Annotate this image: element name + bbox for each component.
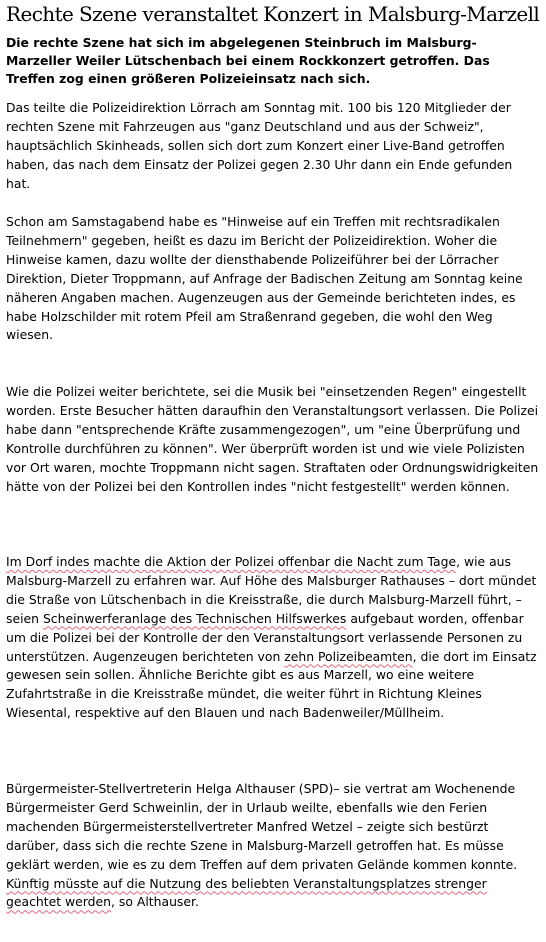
article-title: Rechte Szene veranstaltet Konzert in Malsburg-Marzell — [6, 2, 540, 26]
highlighted-phrase: Künftig müsste auf die Nutzung des beliebten Veranstaltungsplatzes strenger geachtet werden — [6, 875, 487, 910]
paragraph-text: , wie aus Malsburg-Marzell zu erfahren war. Auf Höhe des Malsburger Rathauses – dort mündet die Straße von Lütschenbach in die Kreisstraße, die durch Malsburg-Marzell führt, – seien — [6, 554, 537, 626]
paragraph-text: Bürgermeister-Stellvertreterin Helga Althauser (SPD)– sie vertrat am Wochenende Bürgermeister Gerd Schweinlin, der in Urlaub weilte, ebenfalls wie den Ferien machenden Bürgermeisterstellvertreter Manfred Wetzel – zeigte sich bestürzt darüber, dass sich die rechte Szene in Malsburg-Marzell getroffen hat. Es müsse geklärt werden, wie es zu dem Treffen auf dem privaten Gelände kommen konnte. — [6, 781, 518, 872]
highlighted-phrase: Scheinwerferanlage des Technischen Hilfswerkes — [42, 610, 347, 626]
paragraph-2: Schon am Samstagabend habe es "Hinweise auf ein Treffen mit rechtsradikalen Teilnehmern" gegeben, heißt es dazu im Bericht der Polizeidirektion. Woher die Hinweise kamen, dazu wollte der diensthabende Polizeiführer bei der Lörracher Direktion, Dieter Troppmann, auf Anfrage der Badischen Zeitung am Sonntag keine näheren Angaben machen. Augenzeugen aus der Gemeinde berichteten indes, es habe Holzschilder mit rotem Pfeil am Straßenrand gegeben, die wohl den Weg wiesen. — [6, 214, 523, 343]
article-lead: Die rechte Szene hat sich im abgelegenen Steinbruch im Malsburg-Marzeller Weiler Lütschenbach bei einem Rockkonzert getroffen. Das Treffen zog einen größeren Polizeieinsatz nach sich. — [6, 35, 490, 86]
paragraph-4 — [6, 553, 540, 723]
paragraph-1: Das teilte die Polizeidirektion Lörrach am Sonntag mit. 100 bis 120 Mitglieder der rechten Szene mit Fahrzeugen aus "ganz Deutschland und aus der Schweiz", hauptsächlich Skinheads, sollen sich dort zum Konzert einer Live-Band getroffen haben, das nach dem Einsatz der Polizei gegen 2.30 Uhr dann ein Ende gefunden hat. — [6, 100, 513, 191]
highlighted-phrase: zehn Polizeibeamten — [284, 648, 413, 664]
paragraph-3: Wie die Polizei weiter berichtete, sei die Musik bei "einsetzenden Regen" eingestellt worden. Erste Besucher hätten daraufhin den Veranstaltungsort verlassen. Die Polizei habe dann "entsprechende Kräfte zusammengezogen", um "eine Überprüfung und Kontrolle durchführen zu können". Wer überprüft worden ist und wie viele Polizisten vor Ort waren, mochte Troppmann nicht sagen. Straftaten oder Ordnungswidrigkeiten hätte von der Polizei bei den Kontrollen indes "nicht festgestellt" werden können. — [6, 384, 539, 494]
paragraph-text: aufgebaut worden, offenbar um die Polizei bei der Kontrolle der den Veranstaltungsort verlassende Personen zu unterstützen. Augenzeugen berichteten von — [6, 610, 524, 664]
paragraph-5 — [6, 780, 540, 912]
paragraph-text: , die dort im Einsatz gewesen sein sollen. Ähnliche Berichte gibt es aus Marzell, wo eine weitere Zufahrtstraße in die Kreisstraße mündet, die weiter führt in Richtung Kleines Wiesental, respektive auf den Blauen und nach Badenweiler/Müllheim. — [6, 648, 537, 721]
paragraph-text: , so Althauser. — [111, 894, 199, 910]
highlighted-phrase: Im Dorf indes machte die Aktion der Polizei offenbar die Nacht zum Tage — [6, 554, 457, 569]
